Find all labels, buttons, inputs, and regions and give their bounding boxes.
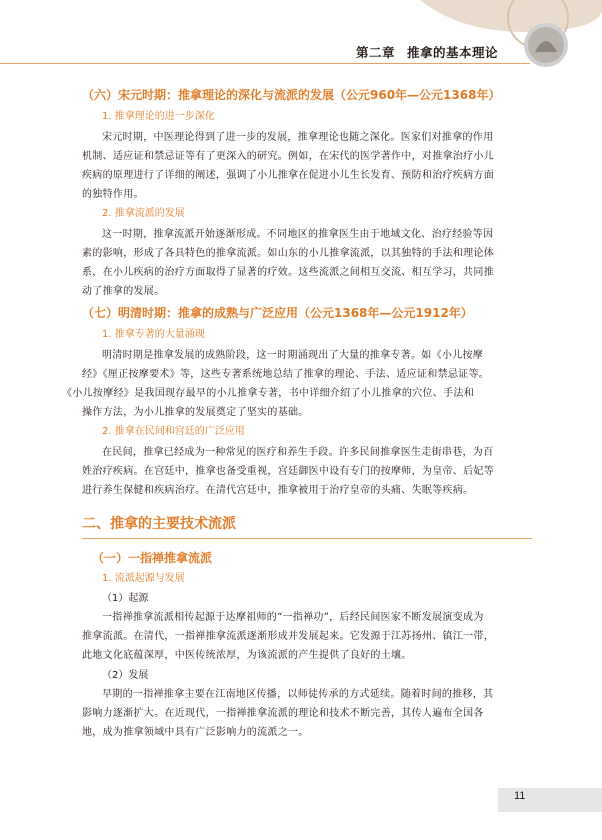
line: 明清时期是推拿发展的成熟阶段，这一时期涌现出了大量的推拿专著。如《小儿按摩 [102,350,484,361]
line: 地，成为推拿领域中具有广泛影响力的流派之一。 [82,727,309,738]
s7-sub2-heading: 2. 推拿在民间和宫廷的广泛应用 [102,426,245,437]
line: 姓治疗疾病。在宫廷中，推拿也备受重视，宫廷御医中设有专门的按摩师，为皇帝、后妃等 [82,466,494,477]
line: 进行养生保健和疾病治疗。在清代宫廷中，推拿被用于治疗皇帝的头痛、失眠等疾病。 [82,485,474,496]
s6-sub1-paragraph [82,128,532,204]
chapter-title: 推拿的基本理论 [407,45,499,60]
s7-sub2-paragraph [82,443,532,500]
line: 《小儿按摩经》是我国现存最早的小儿推拿专著，书中详细介绍了小儿推拿的穴位、手法和 [62,388,474,399]
line: 影响力逐渐扩大。在近现代，一指禅推拿流派的理论和技术不断完善，其传人遍布全国各 [82,708,484,719]
section-7-heading: （七）明清时期：推拿的成熟与广泛应用（公元1368年—公元1912年） [82,306,473,320]
line: 推拿流派。在清代，一指禅推拿流派逐渐形成并发展起来。它发源于江苏扬州、镇江一带， [82,631,494,642]
line: 系，在小儿疾病的治疗方面取得了显著的疗效。这些流派之间相互交流、相互学习，共同推 [82,267,494,278]
part2-s1-heading: （一）一指禅推拿流派 [92,551,213,565]
header-decoration [0,0,602,80]
line: 动了推拿的发展。 [82,286,165,297]
s7-sub1-paragraph [62,346,532,422]
line: 一指禅推拿流派相传起源于达摩祖师的“一指禅功”，后经民间医家不断发展演变成为 [102,612,484,623]
origin-heading: （1）起源 [102,593,149,604]
header-rule [0,63,530,64]
line: 宋元时期，中医理论得到了进一步的发展，推拿理论也随之深化。医家们对推拿的作用 [102,132,494,143]
page-number: 11 [514,790,526,802]
line: 此地文化底蕴深厚，中医传统浓厚，为该流派的产生提供了良好的土壤。 [82,650,412,661]
line: 操作方法，为小儿推拿的发展奠定了坚实的基础。 [82,407,309,418]
line: 机制、适应证和禁忌证等有了更深入的研究。例如，在宋代的医学著作中，对推拿治疗小儿 [82,151,494,162]
origin-paragraph [82,608,532,665]
chapter-label: 第二章 [356,45,396,60]
line: 这一时期，推拿流派开始逐渐形成。不同地区的推拿医生由于地域文化、治疗经验等因 [102,229,494,240]
line: 疾病的原理进行了详细的阐述，强调了小儿推拿在促进小儿生长发育、预防和治疗疾病方面 [82,170,494,181]
running-header [356,43,498,61]
s6-sub2-paragraph [82,225,532,301]
part-2-rule [82,538,532,539]
line: 经》《厘正按摩要术》等，这些专著系统地总结了推拿的理论、手法、适应证和禁忌证等。 [82,369,489,380]
s7-sub1-heading: 1. 推拿专著的大量涌现 [102,329,205,340]
development-paragraph [82,685,532,742]
line: 早期的一指禅推拿主要在江南地区传播，以师徒传承的方式延续。随着时间的推移，其 [102,689,494,700]
line: 的独特作用。 [82,189,144,200]
s6-sub1-heading: 1. 推拿理论的进一步深化 [102,111,215,122]
line: 素的影响，形成了各具特色的推拿流派。如山东的小儿推拿流派，以其独特的手法和理论体 [82,248,494,259]
part2-sub1-heading: 1. 流派起源与发展 [102,573,185,584]
development-heading: （2）发展 [102,670,149,681]
page-content [62,86,532,742]
s6-sub2-heading: 2. 推拿流派的发展 [102,208,185,219]
section-6-heading: （六）宋元时期：推拿理论的深化与流派的发展（公元960年—公元1368年） [82,88,501,102]
line: 在民间，推拿已经成为一种常见的医疗和养生手段。许多民间推拿医生走街串巷，为百 [102,447,494,458]
part-2-heading: 二、推拿的主要技术流派 [82,516,236,532]
